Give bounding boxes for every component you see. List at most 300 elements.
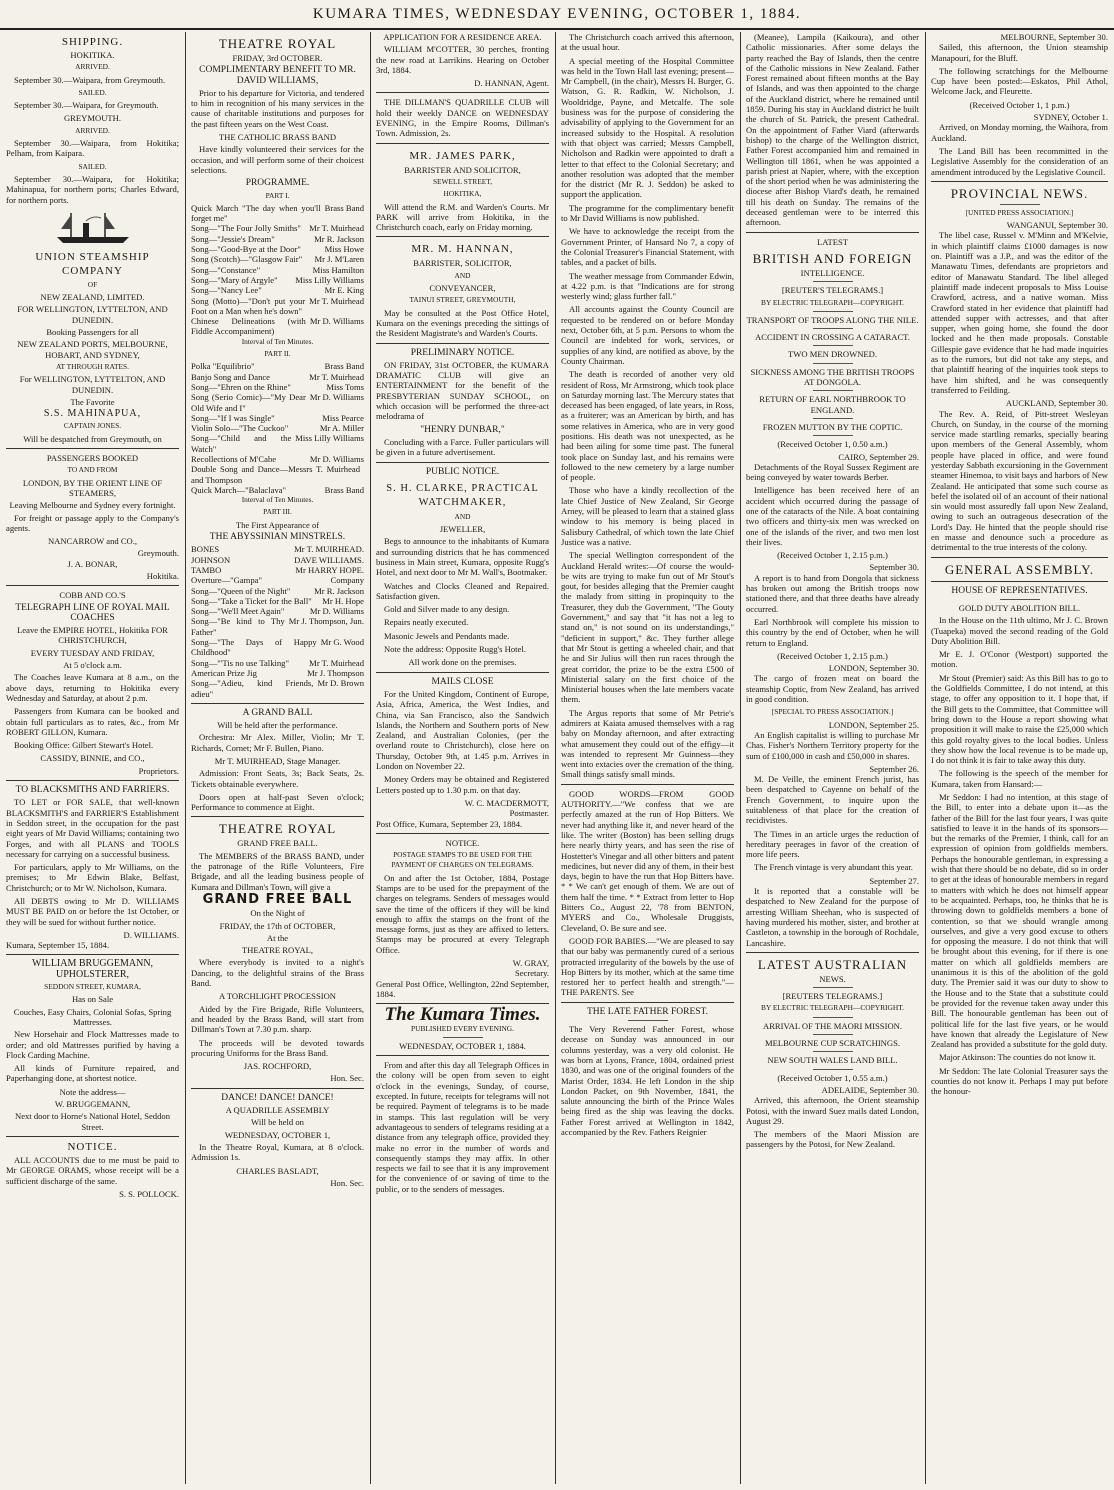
programme-item-title: Song (Motto)—"Don't put your Foot on a Man when he's down": [191, 295, 306, 316]
news-item: The programme for the complimentary benefit to Mr David Williams is now published.: [561, 202, 734, 224]
programme-item: [191, 361, 364, 371]
coach-pass-text: Passengers from Kumara can be booked and obtain full particulars as to rates, &c., from Mr ROBERT GILLON, Kumara.: [6, 706, 179, 737]
programme-item-title: JOHNSON: [191, 554, 231, 565]
clarke-gold: Gold and Silver made to any design.: [384, 604, 510, 615]
programme-item-title: Song—"Child and the Watch": [191, 433, 292, 454]
ball-date: FRIDAY, the 17th of OCTOBER,: [219, 920, 336, 931]
interval: Interval of Ten Minutes.: [241, 495, 314, 505]
divider: [376, 833, 549, 834]
minstrel-cast: [191, 544, 364, 575]
programme-item: [191, 555, 364, 565]
ball-venue: THEATRE ROYAL,: [241, 945, 314, 956]
programme-item-title: Banjo Song and Dance: [191, 371, 270, 382]
signature-title: Hon. Sec.: [330, 1073, 364, 1084]
column-2: [191, 32, 364, 1484]
programme-item-performer: Mr HARRY HOPE.: [295, 564, 364, 575]
programme-item-performer: Mr J. M'Laren: [314, 254, 364, 265]
programme-item-performer: Brass Band: [324, 202, 364, 213]
news-item: A special meeting of the Hospital Committee was held in the Town Hall last evening; present—Mr Campbell, (in the chair), Messrs H. Burger, G. Watson, G. R. Radkin, W. Nicholson, J. Wooldridge, Payne, and Metcalfe. The sole business was for the purpose of considering the advisability of applying to the Government for an increased subsidy to the Hospital. A resolution with that object was carried; Messrs Campbell, Nicholson and Radkin were appointed to draft a letter to that effect to the Colonial Secretary; and another resolution was adopted that the member for the district (Mr R. J. Seddon) be asked to support the application.: [561, 55, 734, 200]
programme-item: [191, 616, 364, 637]
application-text: WILLIAM M'COTTER, 30 perches, fronting the new road at Larrikins. Hearing on October 3rd, 1884.: [376, 44, 549, 75]
union-route-2: For WELLINGTON, LYTTELTON, AND DUNEDIN.: [19, 374, 166, 395]
mails-text: For the United Kingdom, Continent of Europe, Asia, Africa, America, the West Indies, and China, via San Francisco, also the Sandwich Islands, the Northern and Southern ports of New Zealand, and Australian Colonies, (per the overland route to Christchurch), close here on Thursday, October 9th, at 1.45 p.m. Arrives in London on November 22.: [376, 688, 549, 772]
programme-item-title: Overture—"Gampa": [191, 575, 262, 586]
programme-item-performer: Miss Howe: [324, 244, 364, 255]
agent-name: NANCARROW and CO.,: [47, 536, 138, 547]
dateline: General Post Office, Wellington, 22nd September, 1884.: [376, 978, 549, 999]
telegram-text: The members of the Maori Mission are passengers by the Potosi, for New Zealand.: [746, 1129, 919, 1150]
programme-item: [191, 606, 364, 616]
programme-item-title: Song—"Be kind to Thy Father": [191, 616, 285, 637]
quadrille-club-text: THE DILLMAN'S QUADRILLE CLUB will hold their weekly DANCE on WEDNESDAY EVENING, in the Empire Rooms, Dillman's Town. Admission, 2s.: [376, 97, 549, 139]
dateline: Kumara, September 15, 1884.: [6, 940, 110, 951]
telegram-text: Earl Northbrook will complete his mission to this country by the end of October, when he will return to England.: [746, 616, 919, 648]
benefit-text: Prior to his departure for Victoria, and tendered to him in recognition of his many services in the cause of charitable institutions and purposes for the past fifteen years on the West Coast.: [191, 87, 364, 129]
programme-item-title: Song (Scotch)—"Glasgow Fair": [191, 254, 303, 265]
blacksmiths-heading: TO BLACKSMITHS AND FARRIERS.: [15, 785, 170, 796]
admission-text: Admission: Front Seats, 3s; Back Seats, 2s. Tickets obtainable everywhere.: [191, 768, 364, 789]
coach-line: TELEGRAPH LINE OF ROYAL MAIL COACHES: [15, 602, 170, 623]
park-street: SEWELL STREET,: [432, 176, 493, 186]
bruggemann-address: SEDDON STREET, KUMARA,: [44, 982, 141, 992]
programme-item: [191, 678, 364, 699]
news-item: The death is recorded of another very old resident of Ross, Mr Armstrong, which took place on Saturday morning last. The Mercury states that deceased has been engaged, of late years, in Ross, as a fruiterer; was an American by birth, and has some relatives in America, who are in very good positions. His death was not unexpected, as he had been ailing for some time past. The funeral took place on Sunday last, and his remains were followed to the new cemetery by a large number of people.: [561, 369, 734, 483]
programme-item-performer: Mr D. Brown: [317, 678, 364, 689]
divider: [813, 345, 853, 346]
clarke-title: JEWELLER,: [439, 524, 486, 535]
port-heading: HOKITIKA.: [70, 50, 115, 60]
subheading: TWO MEN DROWNED.: [787, 349, 878, 360]
agent-place: Greymouth.: [137, 548, 179, 559]
programme-item-title: Chinese Delineations (with Fiddle Accompaniment): [191, 316, 306, 337]
orchestra-text: Orchestra: Mr Alex. Miller, Violin; Mr T. Richards, Cornet; Mr F. Bullen, Piano.: [191, 732, 364, 753]
freight-text: For freight or passage apply to the Company's agents.: [6, 512, 179, 533]
programme-item-performer: Mr D. Williams: [309, 316, 364, 327]
divider: [191, 816, 364, 817]
programme-item-title: BONES: [191, 544, 220, 555]
hannan-title: BARRISTER, SOLICITOR,: [413, 258, 512, 269]
quadrille-heading: A QUADRILLE ASSEMBLY: [225, 1105, 330, 1116]
stage-manager: Mr T. MUIRHEAD, Stage Manager.: [214, 756, 341, 766]
coach-time: At 5 o'clock a.m.: [63, 660, 122, 671]
bruggemann-location: Next door to Horne's National Hotel, Seddon Street.: [14, 1111, 170, 1132]
telegram-text: The Land Bill has been recommitted in the Legislative Assembly for the consideration of an amendment introduced by the Legislative Council.: [931, 145, 1108, 177]
coach-text: The Coaches leave Kumara at 8 a.m., on the above days, returning to Hokitika every Wednesday and Saturday, at about 2 p.m.: [6, 672, 179, 703]
bruggemann-items: Couches, Easy Chairs, Colonial Sofas, Spring Mattresses.: [13, 1006, 172, 1027]
programme-item-performer: Mr D. Williams: [309, 606, 364, 617]
ship-name: S.S. MAHINAPUA,: [43, 408, 142, 420]
received-line: (Received October 1, 0.50 a.m.): [777, 439, 888, 450]
notice-heading: NOTICE.: [67, 1140, 118, 1153]
programme-item: [191, 265, 364, 275]
debate-text: The following is the speech of the member for Kumara, taken from Hansard:—: [931, 768, 1108, 789]
programme-item-title: Song—"Good-Bye at the Door": [191, 244, 301, 255]
union-route: FOR WELLINGTON, LYTTELTON, AND DUNEDIN.: [17, 304, 168, 325]
programme-item: [191, 392, 364, 413]
quadrille-text: In the Theatre Royal, Kumara, at 8 o'clock. Admission 1s.: [191, 1141, 364, 1163]
debate-text: Mr Seddon: The late Colonial Treasurer says the counties do not know it. Perhaps I may put before the honour-: [931, 1065, 1108, 1097]
divider: [6, 448, 179, 449]
coach-booking-office: Booking Office: Gilbert Stewart's Hotel.: [14, 740, 154, 751]
copyright-line: BY ELECTRIC TELEGRAPH—COPYRIGHT.: [761, 297, 904, 307]
programme-item-performer: Miss Hamilton: [312, 264, 364, 275]
divider: [628, 1020, 668, 1021]
published-line: PUBLISHED EVERY EVENING.: [411, 1023, 514, 1033]
subheading: ACCIDENT IN CROSSING A CATARACT.: [755, 332, 910, 343]
accounts-text: ALL ACCOUNTS due to me must be paid to Mr GEORGE ORAMS, whose receipt will be a sufficient discharge of the same.: [6, 1154, 179, 1186]
assembly-heading: GENERAL ASSEMBLY.: [944, 561, 1095, 577]
programme-item: [191, 413, 364, 423]
editorial-text: From and after this day all Telegraph Offices in the colony will be open from seven to eight o'clock in the evenings, Sunday, of course, excepted. In future, receipts for telegrams will not be required. Payment of telegrams is to be made in stamps. This last regulation will be very advantageous to senders of telegrams residing at a distance from any telegraph office, provided they make no error in the number of words and consequently stamps they may affix. In other respects we fail to see that it is any improvement for the convenience of or saving of time to the public, or to the senders of messages.: [376, 1060, 549, 1194]
bruggemann-heading: WILLIAM BRUGGEMANN, UPHOLSTERER,: [31, 958, 154, 980]
ball-invite-text: Where everybody is invited to a night's Dancing, to the delightful strains of the Brass Band.: [191, 957, 364, 989]
passengers-heading: PASSENGERS BOOKED: [46, 453, 139, 464]
minstrels-heading: THE ABYSSINIAN MINSTRELS.: [209, 532, 346, 543]
divider: [6, 780, 179, 781]
news-item: The Christchurch coach arrived this afternoon, at the usual hour.: [561, 32, 734, 53]
divider: [376, 236, 549, 237]
programme-item: [191, 596, 364, 606]
clarke-text: Begs to announce to the inhabitants of Kumara and surrounding districts that he has commenced business in Main street, Kumara, opposite Rugg's Hotel, and next door to Mr M. Wall's, Bootmaker.: [376, 536, 549, 578]
divider: [813, 281, 853, 282]
shipping-entry: September 30.—Waipara, from Hokitika; Pelham, from Kaipara.: [6, 138, 179, 159]
telegram-text: The French vintage is very abundant this year.: [754, 862, 913, 873]
free-ball-heading: GRAND FREE BALL.: [237, 838, 318, 849]
british-heading: BRITISH AND FOREIGN: [752, 250, 913, 266]
to-let-text: TO LET or FOR SALE, that well-known BLACKSMITH'S and FARRIER'S Establishment in Seddon street, in the occupation for the past eight years of Mr David Williams; containing two Forges, and with all PLANS and TOOLS necessary for carrying on a successful business.: [6, 797, 179, 859]
hannan-title-2: CONVEYANCER,: [429, 283, 496, 294]
programme-item: [191, 544, 364, 554]
programme-item-title: Song—"Constance": [191, 264, 261, 275]
telegram-text: The libel case, Russel v. M'Minn and M'Kelvie, in which plaintiff claims £1000 damages is now on. Plaintiff was a J.P., and was the editor of the Manawatu Times, defendants are proprietors and editor of Manawatu Standard. The libel alleged plaintiff made indecent proposals to Miss Louise Crawford, actress, and a native woman. Miss Crawford stated in her evidence that plaintiff had attended supper with actresses, and that after supper, when going home, she found the door locked and he then made proposals. Constable Gillespie gave evidence that he had made inquiries as to the rumors, but did not take any steps, and that plaintiff hearing of the inquiries took steps to have him shifted, and he was consequently transferred to Feilding.: [931, 230, 1108, 395]
quadrille-held: Will be held on: [251, 1117, 304, 1128]
brass-heading: THE CATHOLIC BRASS BAND: [218, 132, 337, 143]
passengers-london: LONDON, BY THE ORIENT LINE OF STEAMERS,: [22, 477, 163, 498]
dance-heading: DANCE! DANCE! DANCE!: [221, 1092, 334, 1103]
union-ports: NEW ZEALAND PORTS, MELBOURNE, HOBART, AND SYDNEY,: [17, 339, 168, 360]
issue-date: WEDNESDAY, OCTOBER 1, 1884.: [399, 1040, 526, 1051]
subhead: SAILED.: [78, 87, 107, 97]
divider: [6, 1136, 179, 1137]
ship-captain: CAPTAIN JONES.: [63, 421, 122, 431]
shipping-entry: September 30.—Waipara, for Hokitika; Mahinapua, for northern ports; Charles Edward, for northern ports.: [6, 173, 179, 205]
proceeds-text: The proceeds will be devoted towards procuring Uniforms for the Brass Band.: [191, 1037, 364, 1058]
clarke-masonic: Masonic Jewels and Pendants made.: [384, 630, 510, 641]
passengers-leaving: Leaving Melbourne and Sydney every fortnight.: [9, 500, 176, 511]
divider: [561, 1002, 734, 1003]
programme-item-performer: Mr J. Thompson: [307, 667, 364, 678]
programme-item-performer: Mr H. Hope: [322, 595, 364, 606]
provincial-heading: PROVINCIAL NEWS.: [950, 185, 1089, 201]
telegram-text: The Rev. A. Reid, of Pitt-street Wesleyan Church, on Sunday, in the course of the morning service made startling remarks, specially bearing upon members of the General Assembly, whom people have placed in office, and were found yesterday Sabbath excursioning in the Government steamer Hinemoa, to visit bays and harbors of New Zealand. He anticipated that some such course as befel the isolated oil of an account of their national sin would most assuredly fall upon New Zealand, owing to such an outrageous desecration of the Lord's Day. He hinted that the people should rise en masse and denounce such a procedure as detrimental to the true interests of the colony.: [931, 408, 1108, 553]
divider: [561, 784, 734, 785]
grand-free-ball-title: GRAND FREE BALL: [202, 891, 353, 907]
union-title: UNION STEAMSHIP COMPANY: [35, 250, 150, 277]
column-rule: [185, 32, 186, 1484]
divider: [746, 232, 919, 233]
divider: [1000, 599, 1040, 600]
divider: [813, 435, 853, 436]
theatre-heading: THEATRE ROYAL: [218, 36, 337, 51]
news-item: The special Wellington correspondent of the Auckland Herald writes:—Of course the would-be wits are trying to make fun out of Mr Stout's gout, for besides alleging that the Premier caught the malady from sitting in propinquity to the Treasurer, they dub the Government, "The Gouty Government," and say that "it has not a leg to stand on," is not sound on its understandings," "deficient in support," &c. They further allege that Mr Stout is getting a wheeled chair, and that he and Sir Julius will then run races through the great corridor, the prize to be the extra £500 of Ministerial salary on the first choice of the Ministerial houses when the late members vacate them.: [561, 550, 734, 705]
programme-item-title: Song—"Mary of Argyle": [191, 274, 278, 285]
divider: [813, 311, 853, 312]
forest-heading: THE LATE FATHER FOREST.: [586, 1006, 709, 1017]
programme-item-performer: Brass Band: [324, 484, 364, 495]
cobb-heading: COBB AND CO.'S: [59, 590, 126, 601]
programme-item-title: Violin Solo—"The Cuckoo": [191, 423, 289, 434]
programme-item-title: Song—"If I was Single": [191, 412, 275, 423]
divider: [376, 143, 549, 144]
divider: [813, 328, 853, 329]
dateline: September 26.: [869, 763, 919, 774]
telegram-text: An English capitalist is willing to purchase Mr Chas. Fisher's Northern Territory property for the sum of £100,000 in cash and £50,000 in shares.: [746, 729, 919, 761]
dateline: September 30.: [869, 562, 919, 573]
programme-item-title: Recollections of M'Cabe: [191, 453, 277, 464]
telegram-text: M. De Veille, the eminent French jurist, has been despatched to Cayenne on behalf of the French Government, to inquire upon the suitableness of that place for the creation of recidivistes.: [746, 774, 919, 826]
divider: [813, 390, 853, 391]
port-heading: GREYMOUTH.: [63, 113, 122, 124]
notice-heading: NOTICE.: [445, 837, 480, 848]
money-orders-text: Money Orders may be obtained and Registered Letters posted up to 1.30 p.m. on that day.: [376, 774, 549, 795]
part-heading: PART II.: [264, 349, 291, 359]
column-1: [6, 32, 179, 1484]
debate-text: Mr Seddon: I had no intention, at this stage of the Bill, to enter into a debate upon it—as the father of the Bill for the last four years, I was quite satisfied to leave it in the hands of its sponsors—but the remarks of the Premier, I think, call for an expression of opinion from goldfields members. Perhaps the honourable gentleman, in expressing a wish that there should be no debate, did so in order to get at the ideas of honourable members in regard to matters with which he does not himself appear to be acquainted. Perhaps, too, he thinks that he is throwing down to goldfields members a bone of contention, so that we should wrangle among ourselves, and give a very good excuse to others for opposing the measure. I do not think that will be brought about this evening, for if there is one matter on which all goldfields members are unanimous it is this of the abolition of the gold duty. The Premier said it was our duty to show to the House and to the State that a substitute could be provided for the revenue taken away under this Bill. The honourable gentleman has been out of political life for the last five years, or he would have known that already the Legislature of New Zealand has provided a substitute for the gold duty.: [931, 792, 1108, 1050]
debts-text: All DEBTS owing to Mr D. WILLIAMS MUST BE PAID on or before the 1st October, or they will be sued for without further notice.: [6, 896, 179, 927]
programme-item-title: TAMBO: [191, 564, 222, 575]
programme-item-title: Song—"We'll Meet Again": [191, 606, 285, 617]
signature-title: Hon. Sec.: [330, 1177, 364, 1188]
ball-at: At the: [266, 932, 289, 943]
programme-item-title: Double Song and Dance—Messrs T. Muirhead and Thompson: [191, 464, 360, 485]
dateline: ADELAIDE, September 30.: [821, 1084, 919, 1095]
column-6: [931, 32, 1108, 1484]
divider: [191, 1088, 364, 1089]
received-line: (Received October 1, 0.55 a.m.): [777, 1072, 888, 1083]
debate-text: Major Atkinson: The counties do not know it.: [939, 1052, 1096, 1063]
programme-item: [191, 464, 364, 485]
divider: [813, 1034, 853, 1035]
dateline: CAIRO, September 29.: [838, 451, 919, 462]
coach-leave: Leave the EMPIRE HOTEL, Hokitika FOR CHRISTCHURCH,: [17, 625, 168, 646]
telegram-text: Intelligence has been received here of an accident which occurred during the passage of one of the cataracts of the Nile. A boat containing two officers and thirty-six men was wrecked on one of the islands of the river, and two men lost their lives.: [746, 485, 919, 547]
signature: W. C. MACDERMOTT,: [464, 797, 549, 808]
signature: W. GRAY,: [512, 958, 549, 969]
clarke-premises: All work done on the premises.: [408, 657, 517, 668]
play-title: "HENRY DUNBAR,": [420, 424, 505, 435]
programme-item: [191, 668, 364, 678]
copyright-line: BY ELECTRIC TELEGRAPH—COPYRIGHT.: [761, 1003, 904, 1013]
divider: [1000, 204, 1040, 205]
programme-item-title: Song—"Queen of the Night": [191, 585, 291, 596]
programme-item-performer: Mr J. Thompson, Jun.: [288, 616, 364, 627]
programme-item-performer: Mr T. Muirhead: [309, 657, 364, 668]
divider: [813, 418, 853, 419]
programme-item: [191, 203, 364, 224]
programme-item-title: Song—"Nancy Lee": [191, 285, 262, 296]
dateline: WANGANUI, September 30.: [1006, 220, 1108, 231]
column-rule: [370, 32, 371, 1484]
shipping-heading: SHIPPING.: [61, 36, 124, 48]
programme-item-performer: Mr T. Muirhead: [309, 223, 364, 234]
steamship-icon: [53, 209, 133, 245]
agent-name: J. A. BONAR,: [67, 558, 118, 569]
divider: [813, 363, 853, 364]
particulars-text: For particulars, apply to Mr Williams, on the premises; to Mr Edwin Blake, Belfast, Christchurch; or to Mr W. Nicholson, Kumara.: [6, 862, 179, 893]
dateline: SYDNEY, October 1.: [1033, 112, 1108, 123]
intel-heading: INTELLIGENCE.: [800, 267, 865, 278]
programme-item: [191, 244, 364, 254]
divider: [6, 585, 179, 586]
telegram-text: Arrived, on Monday morning, the Waihora, from Auckland.: [931, 122, 1108, 143]
subheading: MELBOURNE CUP SCRATCHINGS.: [764, 1038, 901, 1049]
union-nz: NEW ZEALAND, LIMITED.: [40, 292, 145, 303]
press-line: [UNITED PRESS ASSOCIATION.]: [965, 207, 1074, 217]
news-item: The weather message from Commander Edwin, at 4.22 p.m. is that "Indications are for strong westerly wind; glass further fall.": [561, 270, 734, 302]
news-item: All accounts against the County Council are requested to be rendered on or before Monday next, October 6th, at 5 p.m. Persons to whom the Council are indebted for work, services, or supplies of any kind, are notified as above, by the County Chairman.: [561, 304, 734, 366]
news-item: Those who have a kindly recollection of the late Chief Justice of New Zealand, Sir George Arney, will be pleased to learn that a stained glass window to his memory is being placed in Salisbury Cathedral, of which town the late Chief Justice was a native.: [561, 485, 734, 547]
dateline: LONDON, September 30.: [828, 663, 919, 674]
divider: [376, 343, 549, 344]
agent-place: Hokitika.: [146, 570, 179, 581]
divider: [376, 672, 549, 673]
australian-heading: LATEST AUSTRALIAN: [757, 956, 908, 972]
column-rule: [555, 32, 556, 1484]
programme-item-performer: Miss Lilly Williams: [295, 274, 364, 285]
subhead: ARRIVED.: [75, 125, 110, 135]
dateline: AUCKLAND, September 30.: [1005, 398, 1108, 409]
application-heading: APPLICATION FOR A RESIDENCE AREA.: [383, 32, 542, 42]
preliminary-text-2: Concluding with a Farce. Fuller particulars will be given in a future advertisement.: [376, 436, 549, 458]
divider: [931, 181, 1108, 182]
programme-item: [191, 586, 364, 596]
news-item: We have to acknowledge the receipt from the Government Printer, of Hansard No 7, a copy of the Colonial Treasurer's Financial Statement, with tables, and a packet of bills.: [561, 226, 734, 268]
programme-item-title: Song—"Jessie's Dream": [191, 233, 275, 244]
news-heading: NEWS.: [819, 973, 846, 984]
programme-item-title: Song (Serio Comic)—"My Dear Old Wife and I": [191, 392, 306, 413]
subheading: NEW SOUTH WALES LAND BILL.: [767, 1055, 898, 1066]
programme-item: [191, 382, 364, 392]
doors-text: Doors open at half-past Seven o'clock; Performance to commence at Eight.: [191, 791, 364, 813]
subhead: ARRIVED.: [75, 62, 110, 72]
programme-item-title: Song—"Adieu, kind Friends, adieu": [191, 678, 314, 699]
telegram-text: A report is to hand from Dongola that sickness has broken out among the British troops now stationed there, and that three deaths have already occurred.: [746, 572, 919, 614]
forest-text: The Very Reverend Father Forest, whose decease on Sunday was announced in our columns yesterday, was a very old colonist. He was born at Lyons, France, 1804, ordained priest 1830, and was one of the original founders of the Marist Order, 1834. He left London in the ship London Packet, on 9th November, 1841, the salute announcing the birth of the Prince Wales being fired as the ship was leaving the docks. Father Forest arrived at Wellington in 1842, accompanied by the Rev. Fathers Reignier: [561, 1024, 734, 1137]
postage-text: On and after the 1st October, 1884, Postage Stamps are to be used for the prepayment of the charges on telegrams. Senders of messages would save the time of the officers if they will be kind enough to affix the stamps on the front of the message forms, just as they are affixed to letters. Stamps may be procured at every Telegraph Office.: [376, 872, 549, 955]
union-of: OF: [87, 279, 98, 289]
signature: D. HANNAN, Agent.: [474, 78, 549, 89]
torch-heading: A TORCHLIGHT PROCESSION: [219, 991, 336, 1002]
programme-item: [191, 296, 364, 317]
programme-item-performer: Mr E. King: [324, 285, 364, 296]
subheading: FROZEN MUTTON BY THE COPTIC.: [762, 421, 903, 432]
signature: JAS. ROCHFORD,: [243, 1061, 312, 1072]
programme-item: [191, 485, 364, 495]
bruggemann-text-2: All kinds of Furniture repaired, and Paperhanging done, at shortest notice.: [6, 1063, 179, 1084]
public-notice-heading: PUBLIC NOTICE.: [425, 466, 500, 477]
signature-title: Postmaster.: [509, 808, 549, 819]
column-rule: [740, 32, 741, 1484]
house-heading: HOUSE OF REPRESENTATIVES.: [951, 585, 1088, 596]
torch-text: Aided by the Fire Brigade, Rifle Volunteers, and headed by the Brass Band, will start from Dillman's Town at 7.30 p.m. sharp.: [191, 1003, 364, 1035]
divider: [376, 462, 549, 463]
programme-item-performer: Company: [330, 575, 364, 586]
bruggemann-sale: Has on Sale: [71, 994, 114, 1005]
hannan-street: TAINUI STREET, GREYMOUTH,: [409, 295, 516, 305]
signature: W. BRUGGEMANN,: [54, 1099, 131, 1110]
programme-part-3: [191, 575, 364, 699]
divider: [813, 1017, 853, 1018]
theatre-heading-2: THEATRE ROYAL: [218, 821, 337, 837]
programme-item-title: Quick March "The day when you'll forget me": [191, 202, 321, 224]
telegram-text: The cargo of frozen meat on board the steamship Coptic, from New Zealand, has arrived in good condition.: [746, 673, 919, 705]
subhead: SAILED.: [78, 161, 107, 171]
grand-ball-text: Will be held after the performance.: [217, 720, 338, 731]
signature: S. S. POLLOCK.: [119, 1188, 179, 1199]
programme-item-performer: Brass Band: [324, 361, 364, 372]
theatre-date: FRIDAY, 3rd OCTOBER.: [232, 53, 323, 63]
column-rule: [925, 32, 926, 1484]
programme-item-performer: Mr T. MUIRHEAD.: [294, 544, 364, 555]
subheading: ARRIVAL OF THE MAORI MISSION.: [762, 1020, 903, 1031]
mails-heading: MAILS CLOSE: [431, 676, 494, 687]
dateline: September 27.: [869, 875, 919, 886]
divider: [6, 954, 179, 955]
hannan-and: AND: [454, 270, 471, 280]
programme-item-performer: Mr T. Muirhead: [309, 295, 364, 306]
programme-item-performer: Mr R. Jackson: [314, 585, 364, 596]
note-address: Note the address—: [59, 1086, 126, 1097]
programme-item: [191, 637, 364, 658]
programme-item: [191, 423, 364, 433]
programme-item-title: Polka "Equilibrio": [191, 361, 255, 372]
received-line: (Received October 1, 2.15 p.m.): [777, 550, 888, 561]
programme-item-title: Quick March—"Balaclava": [191, 484, 287, 495]
programme-item-title: Song—"Take a Ticket for the Ball": [191, 595, 312, 606]
debate-text: Mr Stout (Premier) said: As this Bill has to go to the Goldfields Committee, I do not intend, at this stage, to offer any opposition to it. I hope that, if the Bill gets to the Committee, that Committee will bring down to the House a report showing what proposition it will make to raise the £25,000 which this gold royalty gives to the local bodies. Unless they show how the local revenue is to be made up, I do not think it is fair to take away this duty.: [931, 672, 1108, 766]
telegram-text: The following scratchings for the Melbourne Cup have been posted:—Eskatos, Phil Athol, Welcome Jack, and Fleurette.: [931, 65, 1108, 97]
received-line: (Received October 1, 1 p.m.): [969, 99, 1070, 110]
reuters-line: [REUTERS TELEGRAMS.]: [782, 991, 883, 1002]
news-item: The Argus reports that some of Mr Petrie's admirers at Kaiata amused themselves with a rag baby on Monday afternoon, and after extracting what amusement they could out of the effigy—it was intended to represent Mr Guinness—they went into extacies over the cremation of the thing. Small things satisfy small minds.: [561, 707, 734, 780]
clarke-watches: Watches and Clocks Cleaned and Repaired. Satisfaction given.: [376, 580, 549, 601]
divider: [931, 581, 1108, 582]
programme-item: [191, 565, 364, 575]
clarke-repairs: Repairs neatly executed.: [384, 617, 469, 628]
programme-item-performer: DAVE WILLIAMS.: [294, 554, 364, 565]
telegram-text: Sailed, this afternoon, the Union steamship Manapouri, for the Bluff.: [931, 42, 1108, 63]
subheading: TRANSPORT OF TROOPS ALONG THE NILE.: [746, 314, 919, 325]
park-title: BARRISTER AND SOLICITOR,: [404, 164, 521, 175]
dateline: Post Office, Kumara, September 23, 1884.: [376, 818, 523, 829]
programme-item-title: Song—"'Tis no use Talking": [191, 657, 289, 668]
union-favorite: The Favorite: [70, 396, 115, 407]
programme-item-title: Song—"Ehren on the Rhine": [191, 381, 291, 392]
hannan-text: May be consulted at the Post Office Hotel, Kumara on the evenings preceding the sittings of the Resident Magistrate's and Warden's Courts.: [376, 307, 549, 339]
programme-item: [191, 285, 364, 295]
clarke-address: Note the address: Opposite Rugg's Hotel.: [384, 644, 526, 655]
programme-item: [191, 254, 364, 264]
programme-part-2: [191, 361, 364, 495]
programme-item-title: Song—"The Four Jolly Smiths": [191, 223, 301, 234]
part-heading: PART I.: [265, 190, 290, 200]
divider: [376, 92, 549, 93]
programme-item-performer: Mr R. Jackson: [314, 233, 364, 244]
hannan-heading: MR. M. HANNAN,: [411, 243, 514, 256]
part-heading: PART III.: [263, 507, 292, 517]
first-appearance: The First Appearance of: [235, 519, 320, 530]
preliminary-text: ON FRIDAY, 31st OCTOBER, the KUMARA DRAMATIC CLUB will give an ENTERTAINMENT for the benefit of the PRESBYTERIAN SUNDAY SCHOOL, on which occasion will be performed the three-act melodrama of: [376, 359, 549, 422]
